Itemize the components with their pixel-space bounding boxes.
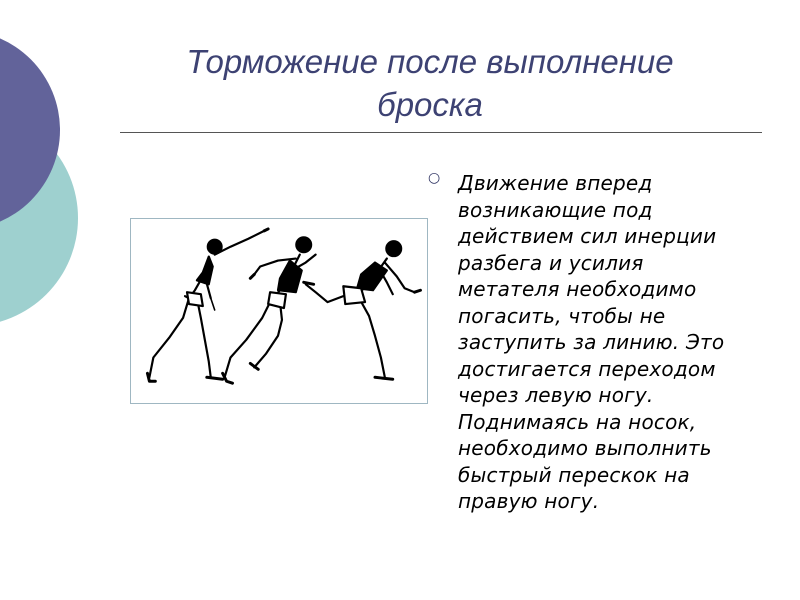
body-line: действием сил инерции [458, 224, 717, 248]
title-divider [120, 132, 762, 133]
bullet-marker: ○ [428, 170, 441, 186]
body-line: разбега и усилия [458, 250, 644, 275]
body-line: необходимо выполнить [458, 436, 712, 460]
body-line: Поднимаясь на носок, [458, 409, 697, 434]
body-line: заступить за линию. Это [458, 330, 725, 354]
body-line: возникающие под [458, 197, 653, 222]
body-line: достигается переходом [458, 356, 716, 381]
body-line: Движение вперед [458, 171, 653, 195]
body-paragraph [458, 170, 778, 515]
athlete-figure-3 [304, 241, 421, 379]
body-line: быстрый перескок на [458, 462, 690, 487]
body-line: через левую ногу. [458, 383, 654, 407]
slide-title-line-1: Торможение после выполнение [186, 43, 674, 80]
body-line: метателя необходимо [458, 277, 697, 301]
athlete-figure-1 [147, 229, 268, 381]
athlete-figure-2 [223, 237, 316, 383]
body-line: погасить, чтобы не [458, 303, 666, 328]
athletes-illustration [131, 219, 427, 403]
illustration-frame [130, 218, 428, 404]
slide-title-line-2: броска [377, 86, 483, 123]
slide-title [150, 40, 710, 126]
body-line: правую ногу. [458, 489, 600, 513]
